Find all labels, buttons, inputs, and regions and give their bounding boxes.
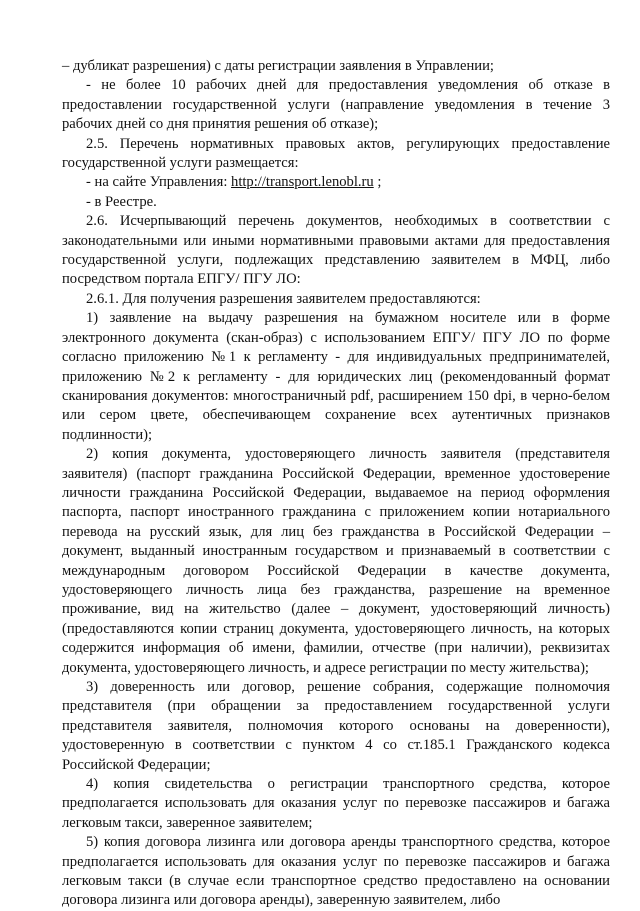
document-page	[62, 57, 610, 911]
list-item-2-identity-document: 2) копия документа, удостоверяющего личность заявителя (представителя заявителя) (паспорт гражданина Российской Федерации, временное удостоверение личности гражданина Российской Федерации, выдаваемое на период оформления паспорта, паспорт иностранного гражданина с приложением копии нотариального перевода на русский язык, для лиц без гражданства в Российской Федерации – документ, выданный иностранным государством и признаваемый в соответствии с международным договором Российской Федерации в качестве документа, удостоверяющего личность лица без гражданства, разрешение на временное проживание, вид на жительство (далее – документ, удостоверяющий личность) (предоставляются копии страниц документа, удостоверяющего личность, на которых содержится информация об имени, фамилии, отчестве (при наличии), реквизитах документа, удостоверяющего личность, и адресе регистрации по месту жительства);	[62, 446, 610, 676]
website-suffix: ;	[373, 174, 382, 191]
website-link[interactable]: http://transport.lenobl.ru	[231, 174, 374, 191]
paragraph-refusal-term: - не более 10 рабочих дней для предоставления уведомления об отказе в предоставлении государственной услуги (направление уведомления в течение 3 рабочих дней со дня принятия решения об отказе);	[62, 77, 610, 133]
paragraph-2-5: 2.5. Перечень нормативных правовых актов, регулирующих предоставление государственной услуги размещается:	[62, 135, 610, 172]
website-prefix: - на сайте Управления:	[86, 174, 232, 191]
list-item-3-power-of-attorney: 3) доверенность или договор, решение собрания, содержащие полномочия представителя (при обращении за предоставлением государственной услуги представителя заявителя, полномочия которого основаны на доверенности), удостоверенную в соответствии с пунктом 4 со ст.185.1 Гражданского кодекса Российской Федерации;	[62, 679, 610, 773]
paragraph-2-6-1: 2.6.1. Для получения разрешения заявителем предоставляются:	[86, 290, 481, 307]
list-item-5-lease-contract: 5) копия договора лизинга или договора аренды транспортного средства, которое предполагается использовать для оказания услуг по перевозке пассажиров и багажа легковым такси (в случае если транспортное средство предоставлено на основании договора лизинга или договора аренды), заверенную заявителем, либо	[62, 834, 610, 909]
paragraph-registry: - в Реестре.	[86, 193, 157, 210]
list-item-1-application: 1) заявление на выдачу разрешения на бумажном носителе или в форме электронного документа (скан-образ) с использованием ЕПГУ/ ПГУ ЛО по форме согласно приложению №1 к регламенту - для индивидуальных предпринимателей, приложению №2 к регламенту - для юридических лиц (рекомендованный формат сканирования документов: многостраничный pdf, расширением 150 dpi, в черно-белом или сером цвете, обеспечивающем сохранение всех аутентичных признаков подлинности);	[62, 310, 610, 443]
paragraph-2-6: 2.6. Исчерпывающий перечень документов, необходимых в соответствии с законодательными или иными нормативными правовыми актами для предоставления государственной услуги, подлежащих представлению заявителем в МФЦ, либо посредством портала ЕПГУ/ ПГУ ЛО:	[62, 213, 610, 288]
list-item-4-vehicle-registration: 4) копия свидетельства о регистрации транспортного средства, которое предполагается использовать для оказания услуг по перевозке пассажиров и багажа легковым такси, заверенное заявителем;	[62, 776, 610, 831]
paragraph-duplicate-term: – дубликат разрешения) с даты регистрации заявления в Управлении;	[62, 58, 494, 74]
paragraph-website	[62, 173, 610, 192]
